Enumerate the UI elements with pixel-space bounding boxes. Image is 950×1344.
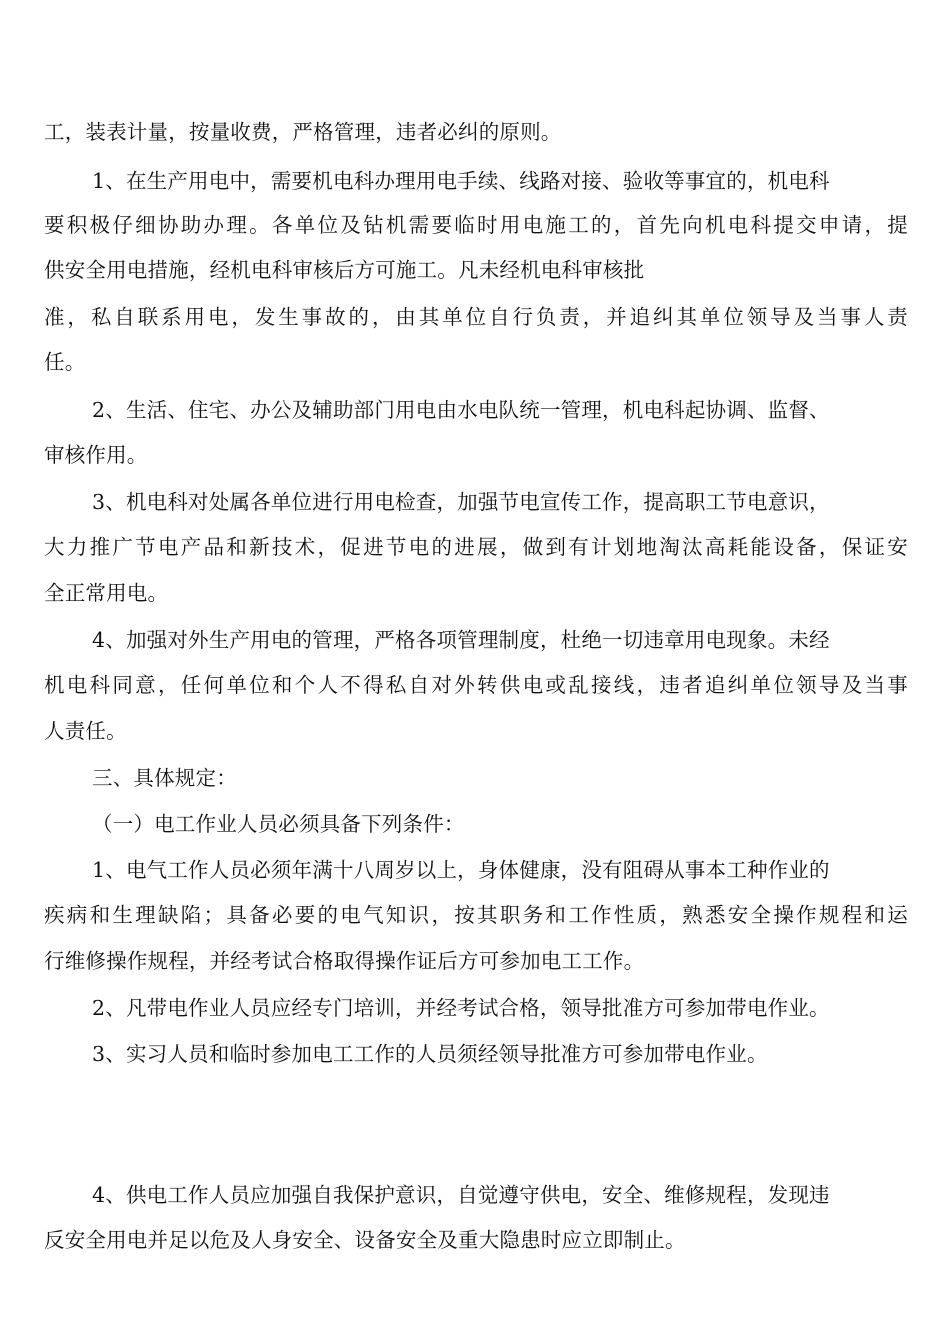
condition-1-line-2: 疾病和生理缺陷；具备必要的电气知识，按其职务和工作性质，熟悉安全操作规程和运 [44, 903, 908, 927]
paragraph-1-line-2: 要积极仔细协助办理。各单位及钻机需要临时用电施工的，首先向机电科提交申请，提 [44, 213, 908, 237]
paragraph-3-line-2: 大力推广节电产品和新技术，促进节电的进展，做到有计划地淘汰高耗能设备，保证安 [44, 535, 908, 559]
condition-4-line-1: 4、供电工作人员应加强自我保护意识，自觉遵守供电，安全、维修规程，发现违 [92, 1183, 830, 1207]
paragraph-3-line-1: 3、机电科对处属各单位进行用电检查，加强节电宣传工作，提高职工节电意识， [92, 490, 830, 514]
paragraph-1-line-1: 1、在生产用电中，需要机电科办理用电手续、线路对接、验收等事宜的，机电科 [92, 169, 830, 193]
section-heading: 三、具体规定： [92, 766, 237, 790]
subsection-heading: （一）电工作业人员必须具备下列条件： [92, 812, 465, 836]
paragraph-2-line-1: 2、生活、住宅、办公及辅助部门用电由水电队统一管理，机电科起协调、监督、 [92, 398, 830, 422]
paragraph-4-line-1: 4、加强对外生产用电的管理，严格各项管理制度，杜绝一切违章用电现象。未经 [92, 628, 830, 652]
condition-1-line-3: 行维修操作规程，并经考试合格取得操作证后方可参加电工工作。 [44, 949, 645, 973]
paragraph-1-line-3: 供安全用电措施，经机电科审核后方可施工。凡未经机电科审核批 [44, 258, 645, 282]
condition-1-line-1: 1、电气工作人员必须年满十八周岁以上，身体健康，没有阻碍从事本工种作业的 [92, 858, 830, 882]
paragraph-4-line-3: 人责任。 [44, 719, 127, 743]
paragraph-1-line-4: 准，私自联系用电，发生事故的，由其单位自行负责，并追纠其单位领导及当事人责 [44, 305, 908, 329]
condition-4-line-2: 反安全用电并足以危及人身安全、设备安全及重大隐患时应立即制止。 [44, 1228, 686, 1252]
text-line: 工，装表计量，按量收费，严格管理，违者必纠的原则。 [44, 120, 562, 144]
paragraph-4-line-2: 机电科同意，任何单位和个人不得私自对外转供电或乱接线，违者追纠单位领导及当事 [44, 673, 908, 697]
paragraph-2-line-2: 审核作用。 [44, 443, 148, 467]
paragraph-3-line-3: 全正常用电。 [44, 581, 169, 605]
condition-2: 2、凡带电作业人员应经专门培训，并经考试合格，领导批准方可参加带电作业。 [92, 996, 830, 1020]
paragraph-1-line-5: 任。 [44, 350, 86, 374]
condition-3: 3、实习人员和临时参加电工工作的人员须经领导批准方可参加带电作业。 [92, 1042, 768, 1066]
